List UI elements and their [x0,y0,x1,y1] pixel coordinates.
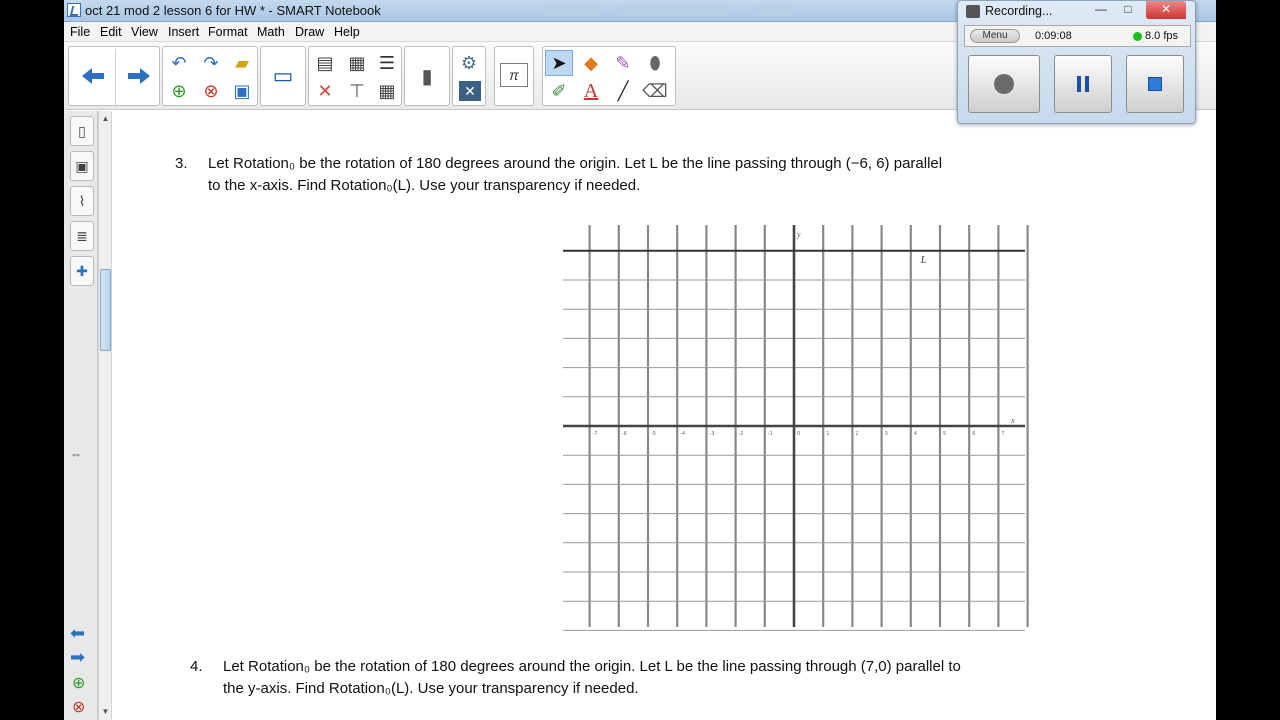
math-tools-pi-icon[interactable]: π [500,63,528,87]
maximize-icon[interactable]: □ [1124,2,1132,16]
menu-insert[interactable]: Insert [168,25,200,39]
menu-view[interactable]: View [131,25,158,39]
fill-icon[interactable]: ⬮ [649,53,661,73]
next-page-arrow-icon[interactable]: ➡ [70,647,86,667]
screen-shade-icon[interactable]: ☰ [378,53,396,73]
sidebar-move-handle-icon[interactable]: ⇔ [70,447,82,461]
x-tick-label: -4 [680,431,686,437]
problem-text-line: Let Rotation₀ be the rotation of 180 degrees around the origin. Let L be the line passing through (−6, 6) parallel [208,155,943,172]
x-tick-label: -5 [651,431,656,437]
add-ons-icon[interactable]: ⚙ [460,53,478,73]
minimize-icon[interactable]: — [1095,2,1107,16]
scroll-down-icon[interactable]: ▼ [101,707,110,716]
table-icon[interactable]: ▦ [378,81,396,101]
add-ons-tab-icon[interactable]: ✚ [70,256,94,286]
undo-icon[interactable]: ↶ [171,53,187,73]
line-L-label: L [920,254,927,266]
problem-number: 4. [190,658,203,675]
coordinate-grid-svg [563,225,1033,635]
y-axis-label: y [797,230,801,239]
close-add-ons-icon[interactable]: ✕ [459,81,481,101]
notebook-page[interactable] [113,111,1216,720]
save-icon[interactable]: ▣ [233,81,251,101]
open-folder-icon[interactable]: ▰ [235,53,249,73]
coordinate-grid [563,225,1033,635]
close-icon[interactable]: ✕ [1146,1,1186,19]
menu-draw[interactable]: Draw [295,25,325,39]
add-page-small-icon[interactable]: ⊕ [72,675,86,692]
blurred-title-tab [618,4,730,16]
record-button[interactable] [968,55,1040,113]
camera-icon [966,5,980,18]
x-tick-label: -1 [767,431,773,437]
stop-button[interactable] [1126,55,1184,113]
paste-icon[interactable]: ▤ [316,53,334,73]
x-tick-label: -2 [738,431,744,437]
delete-icon[interactable]: ✕ [317,81,333,101]
pause-icon [1077,76,1089,92]
x-tick-label: 5 [943,431,947,437]
menu-help[interactable]: Help [334,25,360,39]
x-tick-label: 4 [913,431,917,437]
show-hide-icon[interactable]: ⊤ [349,81,365,101]
shapes-icon[interactable]: ◆ [584,53,598,73]
display-group [260,46,306,106]
previous-page-arrow-icon[interactable]: ⬅ [70,623,86,643]
eraser-icon[interactable]: ⌫ [642,81,668,101]
recorder-window [957,0,1196,124]
attachments-tab-icon[interactable]: ⌇ [70,186,94,216]
recording-elapsed-time: 0:09:08 [1035,30,1072,42]
file-group [162,46,258,106]
back-arrow-icon[interactable] [71,47,115,105]
forward-arrow-icon[interactable] [117,47,161,105]
redo-icon[interactable]: ↷ [203,53,219,73]
navigation-group [68,46,160,106]
status-indicator-icon [1133,32,1142,41]
window-title: oct 21 mod 2 lesson 6 for HW * - SMART Notebook [85,3,381,18]
x-axis-label: x [1011,416,1015,425]
blurred-title-tab [544,4,602,16]
math-group [494,46,534,106]
delete-page-small-icon[interactable]: ⊗ [72,699,86,716]
magic-pen-icon[interactable]: ✎ [615,53,631,73]
menu-math[interactable]: Math [257,25,285,39]
menu-format[interactable]: Format [208,25,248,39]
side-tabs [64,111,98,720]
recorder-status-bar [964,25,1191,47]
add-ons-group [452,46,486,106]
smart-notebook-app-icon [67,3,81,17]
stop-icon [1148,77,1162,91]
x-tick-label: 1 [826,431,830,437]
recorder-menu-button[interactable]: Menu [970,29,1020,43]
edit-group [308,46,402,106]
x-tick-label: 6 [972,431,976,437]
vertical-scrollbar[interactable] [98,111,112,720]
screen-capture-icon[interactable]: ▦ [348,53,366,73]
select-pointer-icon[interactable]: ➤ [545,50,573,76]
x-tick-label: -6 [621,431,627,437]
x-tick-label: -3 [709,431,715,437]
record-icon [994,74,1014,94]
document-camera-icon[interactable]: ▮ [421,65,433,88]
gallery-tab-icon[interactable]: ▣ [70,151,94,181]
problem-text-line: to the x-axis. Find Rotation₀(L). Use your transparency if needed. [208,177,641,194]
menu-file[interactable]: File [70,25,91,39]
x-tick-label: 3 [884,431,888,437]
x-tick-label: -7 [592,431,598,437]
screen-display-icon[interactable]: ▭ [272,63,294,88]
properties-tab-icon[interactable]: ≣ [70,221,94,251]
problem-text-line: Let Rotation₀ be the rotation of 180 degrees around the origin. Let L be the line passing through (7,0) parallel to [223,658,961,675]
add-page-icon[interactable]: ⊕ [171,81,187,101]
document-camera-group [404,46,450,106]
menu-edit[interactable]: Edit [100,25,122,39]
x-tick-label: 2 [855,431,859,437]
text-tool-icon[interactable]: A [583,80,599,102]
problem-number: 3. [175,155,188,172]
x-tick-label: 7 [1001,431,1005,437]
blurred-title-tab [754,4,794,16]
page-sorter-tab-icon[interactable]: ▯ [70,116,94,146]
drawing-tools-group [542,46,676,106]
x-tick-label: 0 [797,431,801,437]
scroll-thumb[interactable] [100,269,111,351]
line-tool-icon[interactable]: ╱ [617,81,629,101]
pens-icon[interactable]: ✐ [551,81,567,101]
scroll-up-icon[interactable]: ▲ [101,114,110,123]
recording-fps: 8.0 fps [1145,30,1179,42]
pause-button[interactable] [1054,55,1112,113]
problem-text-line: the y-axis. Find Rotation₀(L). Use your transparency if needed. [223,680,639,697]
recorder-title: Recording... [985,4,1053,18]
delete-page-icon[interactable]: ⊗ [203,81,219,101]
